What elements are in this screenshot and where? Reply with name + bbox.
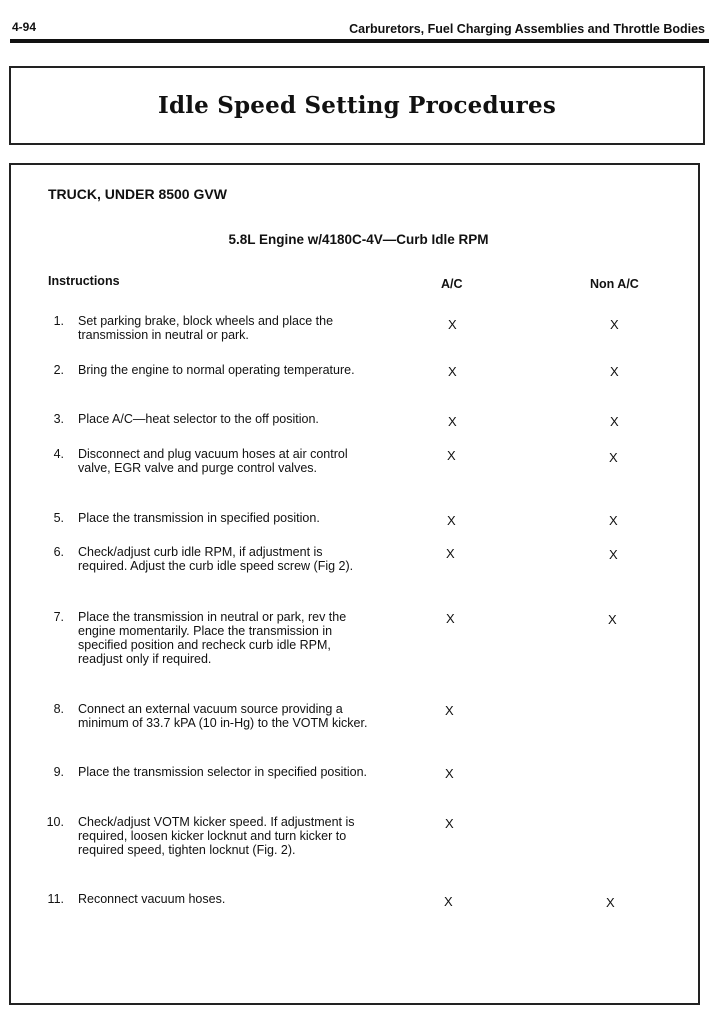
ac-mark: X [446, 546, 455, 561]
ac-mark: X [445, 703, 454, 718]
section-heading: TRUCK, UNDER 8500 GVW [48, 186, 227, 202]
step-number: 11. [47, 892, 64, 906]
step-text: Check/adjust VOTM kicker speed. If adjustment is required, loosen kicker locknut and turn kicker to required speed, tighten locknut (Fig. 2). [78, 815, 355, 857]
non-ac-mark: X [609, 547, 618, 562]
step-text: Reconnect vacuum hoses. [78, 892, 226, 906]
step-number: 9. [53, 765, 64, 779]
step-number: 1. [53, 314, 64, 328]
step-text: Place the transmission in specified position. [78, 511, 320, 525]
non-ac-mark: X [606, 895, 615, 910]
step-text: Place the transmission in neutral or park, rev the engine momentarily. Place the transmission in specified position and recheck curb idle RPM, readjust only if required. [78, 610, 347, 666]
table-title: 5.8L Engine w/4180C-4V—Curb Idle RPM [228, 232, 489, 247]
running-header-title: Carburetors, Fuel Charging Assemblies and Throttle Bodies [349, 22, 705, 36]
column-header-non-ac: Non A/C [590, 277, 639, 291]
step-number: 5. [53, 511, 64, 525]
ac-mark: X [446, 611, 455, 626]
ac-mark: X [448, 414, 457, 429]
ac-mark: X [445, 766, 454, 781]
non-ac-mark: X [610, 414, 619, 429]
step-number: 3. [53, 412, 64, 426]
ac-mark: X [447, 513, 456, 528]
step-number: 6. [53, 545, 64, 559]
non-ac-mark: X [610, 364, 619, 379]
step-text: Set parking brake, block wheels and place the transmission in neutral or park. [78, 314, 334, 342]
step-number: 2. [53, 363, 64, 377]
non-ac-mark: X [610, 317, 619, 332]
ac-mark: X [448, 364, 457, 379]
title-box [9, 66, 705, 145]
step-text: Connect an external vacuum source providing a minimum of 33.7 kPA (10 in-Hg) to the VOTM kicker. [78, 702, 368, 730]
column-header-instructions: Instructions [48, 274, 120, 288]
ac-mark: X [447, 448, 456, 463]
page-number: 4-94 [12, 20, 37, 34]
step-number: 7. [53, 610, 64, 624]
step-number: 4. [53, 447, 64, 461]
header-rule [10, 39, 709, 43]
step-text: Place A/C—heat selector to the off position. [78, 412, 319, 426]
ac-mark: X [445, 816, 454, 831]
ac-mark: X [444, 894, 453, 909]
non-ac-mark: X [609, 450, 618, 465]
step-number: 8. [53, 702, 64, 716]
step-text: Place the transmission selector in specified position. [78, 765, 368, 779]
column-header-ac: A/C [441, 277, 463, 291]
step-text: Disconnect and plug vacuum hoses at air control valve, EGR valve and purge control valves. [78, 447, 348, 475]
step-text: Bring the engine to normal operating temperature. [78, 363, 355, 377]
step-number: 10. [46, 815, 64, 829]
non-ac-mark: X [608, 612, 617, 627]
non-ac-mark: X [609, 513, 618, 528]
ac-mark: X [448, 317, 457, 332]
step-text: Check/adjust curb idle RPM, if adjustment is required. Adjust the curb idle speed screw (Fig 2). [78, 545, 354, 573]
page-title: Idle Speed Setting Procedures [157, 92, 556, 119]
